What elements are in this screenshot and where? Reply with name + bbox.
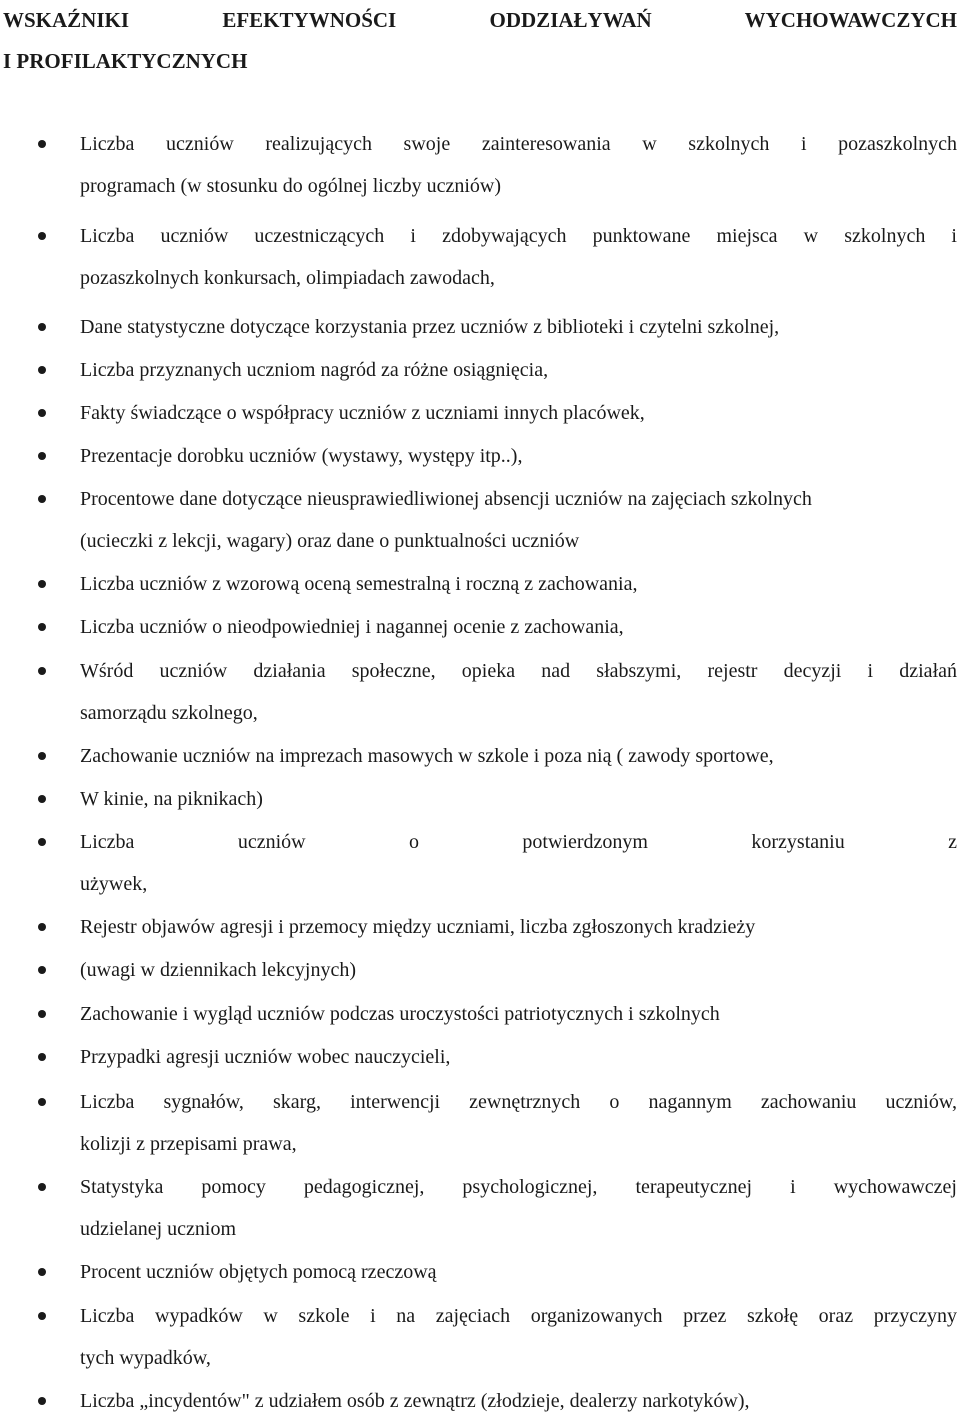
list-item-text <box>80 650 957 734</box>
list-item-line: (uwagi w dziennikach lekcyjnych) <box>80 959 357 981</box>
bullet-icon <box>38 1312 46 1320</box>
list-item-text <box>80 906 957 948</box>
title-line-1: WSKAŹNIKI EFEKTYWNOŚCI ODDZIAŁYWAŃ WYCHOWAWCZYCH <box>3 8 957 32</box>
list-item-line: (ucieczki z lekcji, wagary) oraz dane o punktualności uczniów <box>80 530 580 552</box>
list-item-text <box>80 123 957 207</box>
list-item-text <box>80 435 957 477</box>
bullet-icon <box>38 795 46 803</box>
list-item-line: Procentowe dane dotyczące nieusprawiedliwionej absencji uczniów na zajęciach szkolnych <box>80 488 812 510</box>
bullet-icon <box>38 140 46 148</box>
list-item-line: Przypadki agresji uczniów wobec nauczycieli, <box>80 1046 451 1068</box>
list-item-line: udzielanej uczniom <box>80 1218 237 1240</box>
list-item-text <box>80 1380 957 1422</box>
bullet-icon <box>38 232 46 240</box>
list-item-text <box>80 778 957 820</box>
bullet-icon <box>38 580 46 588</box>
list-item-line: tych wypadków, <box>80 1347 211 1369</box>
list-item-line: samorządu szkolnego, <box>80 702 258 724</box>
list-item-text <box>80 392 957 434</box>
list-item-text <box>80 735 957 777</box>
list-item-line: Liczba uczniów o nieodpowiedniej i nagannej ocenie z zachowania, <box>80 616 624 638</box>
list-item-text <box>80 821 957 905</box>
bullet-icon <box>38 323 46 331</box>
title-line-2: I PROFILAKTYCZNYCH <box>3 49 248 73</box>
list-item-line: Zachowanie uczniów na imprezach masowych w szkole i poza nią ( zawody sportowe, <box>80 745 774 767</box>
list-item-text <box>80 1081 957 1165</box>
list-item-line: Fakty świadczące o współpracy uczniów z uczniami innych placówek, <box>80 402 645 424</box>
list-item-line: Statystyka pomocy pedagogicznej, psychologicznej, terapeutycznej i wychowawczej <box>80 1176 957 1198</box>
bullet-icon <box>38 667 46 675</box>
bullet-icon <box>38 1397 46 1405</box>
bullet-icon <box>38 966 46 974</box>
bullet-icon <box>38 1268 46 1276</box>
bullet-icon <box>38 409 46 417</box>
list-item-text <box>80 606 957 648</box>
list-item-line: Wśród uczniów działania społeczne, opieka nad słabszymi, rejestr decyzji i działań <box>80 660 957 682</box>
list-item-line: Liczba uczniów uczestniczących i zdobywających punktowane miejsca w szkolnych i <box>80 225 957 247</box>
list-item-line: Rejestr objawów agresji i przemocy między uczniami, liczba zgłoszonych kradzieży <box>80 916 756 938</box>
list-item-text <box>80 1295 957 1379</box>
list-item-line: Dane statystyczne dotyczące korzystania przez uczniów z biblioteki i czytelni szkolnej, <box>80 316 780 338</box>
list-item-text <box>80 563 957 605</box>
bullet-icon <box>38 838 46 846</box>
list-item-text <box>80 1166 957 1250</box>
list-item-line: Procent uczniów objętych pomocą rzeczową <box>80 1261 437 1283</box>
bullet-icon <box>38 1053 46 1061</box>
list-item-text <box>80 349 957 391</box>
bullet-icon <box>38 623 46 631</box>
list-item-line: Liczba sygnałów, skarg, interwencji zewnętrznych o nagannym zachowaniu uczniów, <box>80 1091 957 1113</box>
list-item-line: Liczba „incydentów" z udziałem osób z zewnątrz (złodzieje, dealerzy narkotyków), <box>80 1390 750 1412</box>
list-item-line: kolizji z przepisami prawa, <box>80 1133 297 1155</box>
list-item-line: Liczba uczniów realizujących swoje zainteresowania w szkolnych i pozaszkolnych <box>80 133 957 155</box>
list-item-line: Prezentacje dorobku uczniów (wystawy, występy itp..), <box>80 445 523 467</box>
list-item-text <box>80 949 957 991</box>
list-item-line: pozaszkolnych konkursach, olimpiadach zawodach, <box>80 267 495 289</box>
bullet-icon <box>38 495 46 503</box>
list-item-line: używek, <box>80 873 148 895</box>
list-item-text <box>80 993 957 1035</box>
list-item-text <box>80 306 957 348</box>
bullet-icon <box>38 1098 46 1106</box>
list-item-text <box>80 215 957 299</box>
bullet-icon <box>38 752 46 760</box>
list-item-line: Zachowanie i wygląd uczniów podczas uroczystości patriotycznych i szkolnych <box>80 1003 720 1025</box>
list-item-line: Liczba przyznanych uczniom nagród za różne osiągnięcia, <box>80 359 549 381</box>
bullet-icon <box>38 1183 46 1191</box>
bullet-icon <box>38 1010 46 1018</box>
list-item-line: Liczba wypadków w szkole i na zajęciach organizowanych przez szkołę oraz przyczyny <box>80 1305 957 1327</box>
document-title <box>3 0 957 82</box>
list-item-text <box>80 1036 957 1078</box>
bullet-icon <box>38 923 46 931</box>
bullet-icon <box>38 452 46 460</box>
list-item-text <box>80 1251 957 1293</box>
bullet-icon <box>38 366 46 374</box>
list-item-line: programach (w stosunku do ogólnej liczby uczniów) <box>80 175 502 197</box>
list-item-line: Liczba uczniów o potwierdzonym korzystaniu z <box>80 831 957 853</box>
list-item-line: W kinie, na piknikach) <box>80 788 263 810</box>
list-item-text <box>80 478 957 562</box>
list-item-line: Liczba uczniów z wzorową oceną semestralną i roczną z zachowania, <box>80 573 638 595</box>
